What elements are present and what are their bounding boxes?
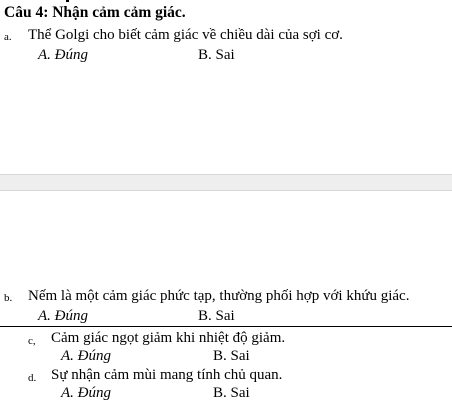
item-b-statement: Nếm là một cảm giác phức tạp, thường phối hợp với khứu giác.	[28, 288, 410, 304]
section-divider	[0, 326, 452, 327]
item-b-option-b: B. Sai	[198, 308, 235, 324]
page-gap-band	[0, 174, 452, 191]
question-title: Câu 4: Nhận cảm cảm giác.	[4, 4, 186, 21]
item-c-statement: Cảm giác ngọt giảm khi nhiệt độ giảm.	[51, 330, 286, 346]
item-c-option-b: B. Sai	[213, 348, 250, 364]
item-d-marker: d.	[28, 372, 37, 384]
item-a-statement: Thể Golgi cho biết cảm giác về chiều dài của sợi cơ.	[28, 27, 343, 43]
item-d-option-b: B. Sai	[213, 385, 250, 401]
item-d-statement: Sự nhận cảm mùi mang tính chủ quan.	[51, 367, 283, 383]
scan-artifact	[66, 0, 69, 2]
item-a-option-a: A. Đúng	[38, 47, 88, 63]
item-a-option-b: B. Sai	[198, 47, 235, 63]
item-c-option-a: A. Đúng	[61, 348, 111, 364]
item-d-option-a: A. Đúng	[61, 385, 111, 401]
item-a-marker: a.	[4, 31, 12, 43]
item-c-marker: c,	[28, 335, 36, 347]
item-b-option-a: A. Đúng	[38, 308, 88, 324]
item-b-marker: b.	[4, 292, 13, 304]
